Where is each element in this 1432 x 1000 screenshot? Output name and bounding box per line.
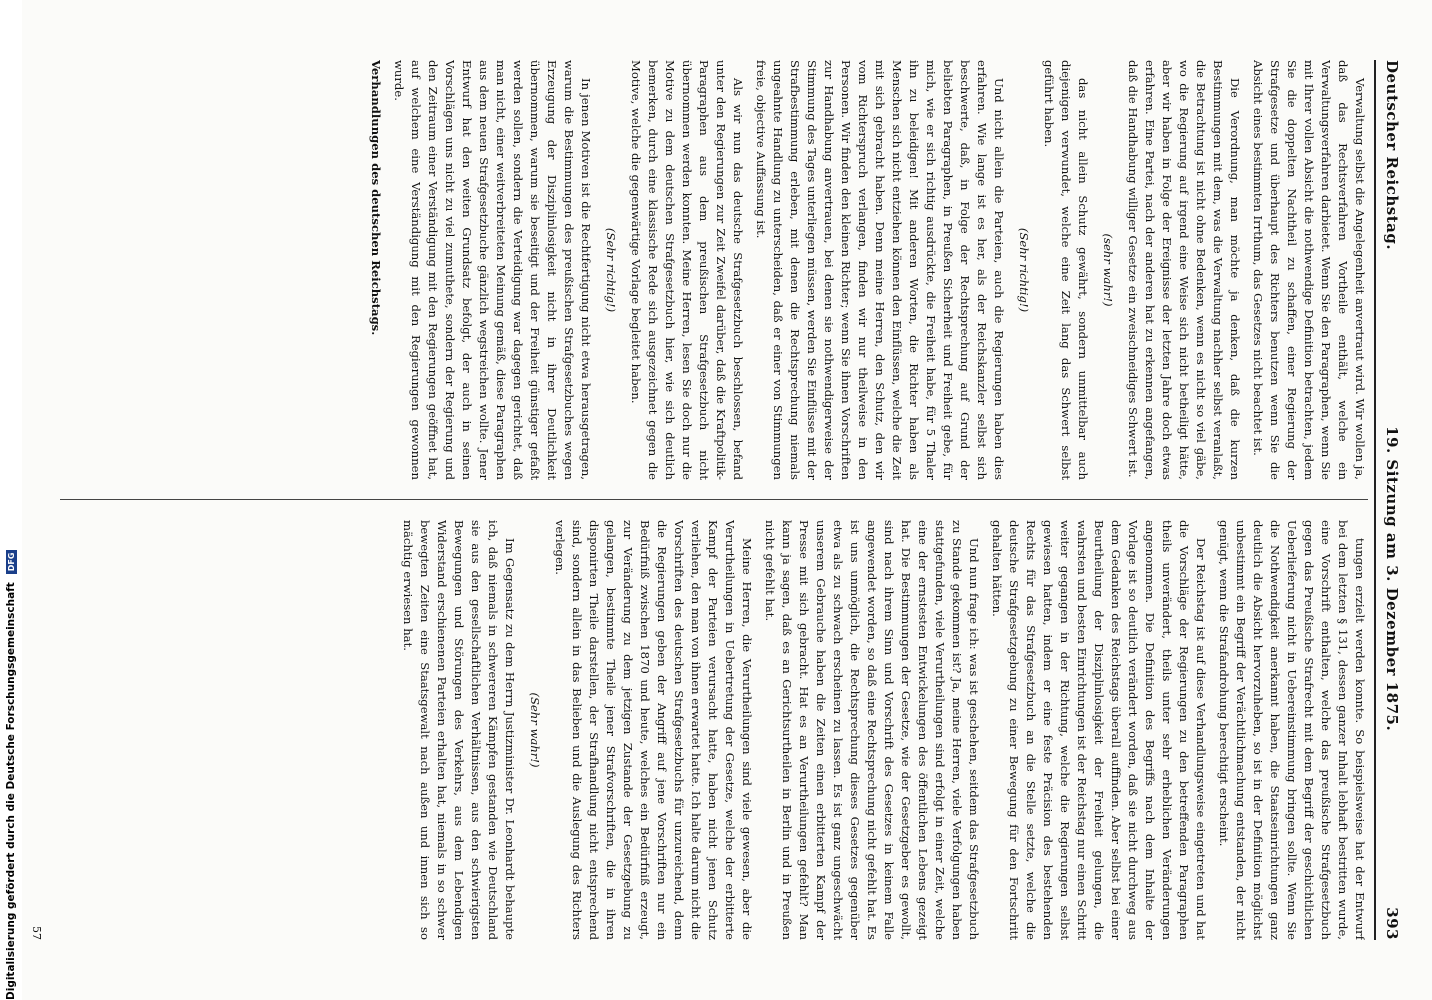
header-rule [1374,60,1376,940]
remark: (Sehr wahr!) [528,692,542,768]
header-session: 19. Sitzung am 3. Dezember 1875. [1383,426,1401,732]
header-left: Deutscher Reichstag. [1383,60,1401,251]
credit-text: Digitalisierung gefördert durch die Deutsche Forschungsgemeinschaft [5,582,17,1000]
paragraph: Verwaltung selbst die Angelegenheit anvertraut wird. Wir wollen ja, daß das Rechtsverfahren Vortheile enthält, welche ein Verwaltungsverfahren darbietet. Wenn Sie den Paragraphen, wenn Sie mit Ihrer vollen Absicht die nothwendige Definition betrachten, jedem Sie die doppelten Nachtheil zu schaffen, einer Regierung der Strafgesetze und überhaupt des Richters benutzen wenn Sie die Absicht eines bestimmten Irrthum, das Gesetzes nicht beachtet ist. [1251,60,1367,480]
credit-sidebar [0,0,22,1000]
dfg-logo: DFG [6,550,17,575]
page-number: 393 [1383,907,1401,940]
remark: (sehr wahr!) [1101,233,1115,307]
page-signature: 57 [30,926,43,940]
left-column [60,60,1368,480]
paragraph: das nicht allein Schutz gewährt, sondern unmittelbar auch diejenigen verwundet, welche eine Zeit lang das Schwert selbst geführt haben. [1042,60,1090,480]
paragraph: Die Verordnung, man möchte ja denken, daß die kurzen Bestimmungen mit dem, was die Verwaltung nachher selbst veranlaßt, die Betrachtung ist nicht ohne Bedenken, wenn es nicht so viel gäbe, wo die Regierung auf irgend eine Weise sich nicht betheiligt hätte, aber wir haben in Folge der Ereignisse der letzten Jahre doch etwas erfahren. Eine Partei, nach der anderen hat zu erkennen angefangen, daß die Handhabung williger Gesetze ein zweischneidiges Schwert ist. [1126,60,1242,480]
paragraph: Meine Herren, die Verurtheilungen sind viele gewesen, aber die Verurtheilungen in Uebertretung der Gesetze, welche der erbitterte Kampf der Parteien verursacht hatte, haben nicht jenen Schutz verliehen, den man von ihnen erwartet hatte. Ich halte darum nicht die Vorschriften des deutschen Strafgesetzbuchs für unzureichend, denn die Regierungen geben der Angriff auf jene Vorschriften nur ein Bedürfniß zwischen 1870 und heute, welches ein Bedürfniß erzeugt, zur Veränderung zu dem jetzigen Zustande der Gesetzgebung zu gelangen, bestimmte Theile jener Strafvorschriften, die in ihren disponirten Theile darstellen, der Strafhandlung nicht entsprechend sind, sondern allein in das Belieben und die Auslegung des Richters verlegen. [553,520,754,940]
closing-line: Verhandlungen des deutschen Reichstags. [369,60,383,336]
paragraph: Der Reichstag ist auf diese Verhandlungsweise eingetreten und hat die Vorschläge der Regierungen zu den betreffenden Paragraphen theils unverändert, theils unter sehr erheblichen Veränderungen angenommen. Die Definition des Begriffs nach dem Inhalte der Vorlage ist so deutlich verändert worden, daß sie nicht durchweg aus dem Gedanken des Reichstags überall auffinden. Aber selbst bei einer Beurtheilung der Disziplinlosigkeit der Freiheit gelungen, die wahrsten und besten Einrichtungen ist der Reichstag nur einen Schritt weiter gegangen in der Richtung, welche die Regierungen selbst gewiesen hatten, indem er eine feste Präcision des bestehenden Rechts für das Strafgesetzbuch an die Stelle setzte, welche die deutsche Strafgesetzgebung zu einer Bewegung für den Fortschritt gehalten hätten. [990,520,1208,940]
paragraph: Und nun frage ich: was ist geschehen, seitdem das Strafgesetzbuch zu Stande gekommen ist? Ja, meine Herren, viele Verfolgungen haben stattgefunden, viele Verurtheilungen sind erfolgt in einer Zeit, welche eine der ernstesten Entwickelungen des öffentlichen Lebens gezeigt hat. Die Bestimmungen der Gesetze, wie der Gesetzgeber es gewollt, sind nach ihrem Sinn und Vorschrift des Gesetzes in keinem Falle angewendet worden, so daß eine Rechtsprechung nicht gefehlt hat. Es ist uns unmöglich, die Rechtsprechung dieses Gesetzes gegenüber etwa als zu schwach erscheinen zu lassen. Es ist ganz ungeschwächt unserem Gebrauche haben die Zeiten einen erbitterten Kampf der Presse mit sich gebracht. Hat es an Verurtheilungen gefehlt? Man kann ja sagen, daß es an Gerichtsurtheilen in Berlin und in Preußen nicht gefehlt hat. [763,520,981,940]
paragraph: Als wir nun das deutsche Strafgesetzbuch beschlossen, befand unter den Regierungen zur Zeit Zweifel darüber, daß die Kraftpolitik-Paragraphen aus dem preußischen Strafgesetzbuch nicht übernommen werden konnten. Meine Herren, lesen Sie doch nur die Motive zu dem deutschen Strafgesetzbuch hier, wie sich deutlich bemerken, durch eine klassische Rede sich ausgezeichnet gegen die Motive, welche die gegenwärtige Vorlage begleitet haben. [629,60,745,480]
paragraph: tungen erzielt werden konnte. So beispielsweise hat der Entwurf bei dem letzten § 131, dessen ganzer Inhalt lebhaft bestritten wurde, eine Vorschrift enthalten, welche das preußische Strafgesetzbuch gegen das Preußische Strafrecht mit dem Begriff der geschichtlichen Ueberlieferung nicht in Uebereinstimmung bringen sollte. Wenn Sie die Nothwendigkeit anerkannt haben, die Staatseinrichtungen ganz deutlich die Absicht hervorzuheben, so ist in der Definition möglichst unbestimmt ein Begriff der Verächtlichmachung entstanden, der nicht genügt, wenn die Strafandrohung berechtigt erscheint. [1217,520,1367,940]
paragraph: In jenen Motiven ist die Rechtfertigung nicht etwa herausgetragen, warum die Bestimmungen des preußischen Strafgesetzbuches wegen Erzeugung der Disziplinlosigkeit nicht in ihrer Deutlichkeit übernommen, warum sie beseitigt und der Freiheit günstiger gefaßt werden sollen, sondern die Verteidigung war dagegen gerichtet, daß man nicht, einer weitverbreiteten Meinung gemäß, diese Paragraphen aus dem neuen Strafgesetzbuche gänzlich wegstreichen wollte. Jener Entwurf hat den weiten Grundsatz befolgt, der auch in seinen Vorschlägen uns nicht zu viel zumuthete, sondern der Regierung und den Zeitraum einer Verständigung mit den Regierungen geöffnet hat, auf welchem eine Verständigung mit den Regierungen gewonnen wurde. [392,60,593,480]
right-column [60,520,1368,940]
remark: (Sehr richtig!) [1017,227,1031,313]
remark: (Sehr richtig!) [604,227,618,313]
paragraph: Und nicht allein die Parteien, auch die Regierungen haben dies erfahren. Wie lange ist es her, als der Reichskanzler selbst sich beschwerte, daß, in Folge der Rechtsprechung auf Grund der beliebten Paragraphen, in Preußen Sicherheit und Freiheit gebe, für mich, wie er sich richtig ausdrückte, die Freiheit habe, für 5 Thaler ihn zu beleidigen! Mit anderen Worten, die Richter haben als Menschen sich nicht entziehen können den Einflüssen, welche die Zeit mit sich gebracht haben. Denn meine Herren, den Schutz, den wir vom Richterspruch verlangen, finden wir nur theilweise in den Personen. Wir finden den kleinen Richter; wenn Sie ihnen Vorschriften zur Handhabung anvertrauen, bei denen sie nothwendigerweise der Stimmung des Tages unterliegen müssen, werden Sie Einflüsse mit der Strafbestimmung erleben, mit denen die Rechtsprechung niemals ungeahnte Handlung zu unterscheiden, daß er einer von Stimmungen freie, objective Auffassung ist. [754,60,1006,480]
credit-text-wrapper [2,20,20,1000]
column-divider [60,499,1368,500]
paragraph: Im Gegensatz zu dem Herrn Justizminister Dr. Leonhardt behaupte ich, daß niemals in schwereren Kämpfen gestanden wie Deutschland sie aus den gesellschaftlichen Verhältnissen, aus den schwierigsten Bewegungen und Störungen des Verkehrs, aus dem Lebendigen Widerstand erschienenen Parteien erhalten hat, niemals in so schwer bewegten Zeiten eine Staatsgewalt nach außen und innen sich so mächtig erwiesen hat. [401,520,517,940]
page-header [1380,60,1404,940]
